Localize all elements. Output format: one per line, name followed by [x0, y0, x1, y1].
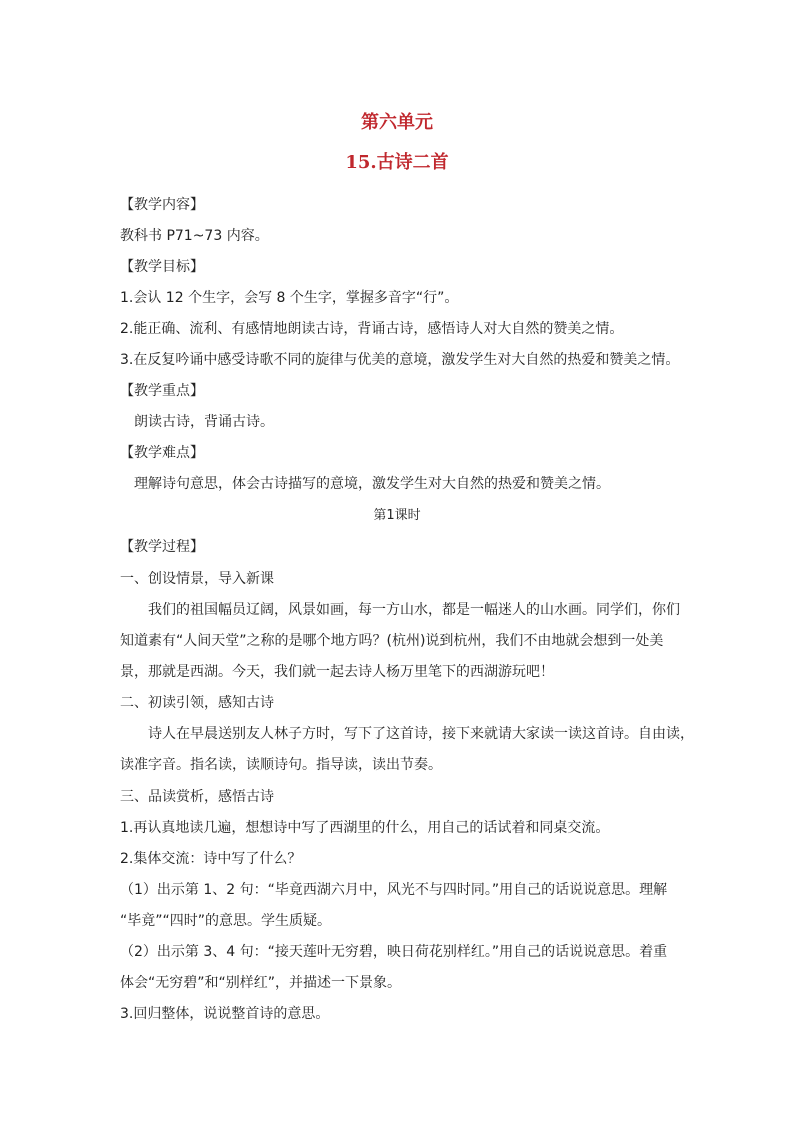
- step3-item2a-line1: （1）出示第 1、2 句：“毕竟西湖六月中，风光不与四时同。”用自己的话说说意思。理解: [120, 882, 668, 898]
- goal-2: 2.能正确、流利、有感情地朗读古诗，背诵古诗，感悟诗人对大自然的赞美之情。: [120, 321, 624, 337]
- step3-item2b-line2: 体会“无穷碧”和“别样红”，并描述一下景象。: [120, 975, 402, 991]
- step2-paragraph-line2: 读准字音。指名读，读顺诗句。指导读，读出节奏。: [120, 757, 442, 773]
- difficulty-heading: 【教学难点】: [120, 445, 204, 461]
- key-text: 朗读古诗，背诵古诗。: [134, 414, 274, 430]
- step3-item3: 3.回归整体，说说整首诗的意思。: [120, 1006, 330, 1022]
- unit-title: 第六单元: [361, 112, 433, 133]
- step3-item1: 1.再认真地读几遍，想想诗中写了西湖里的什么，用自己的话试着和同桌交流。: [120, 820, 610, 836]
- step1-paragraph-line2: 知道素有“人间天堂”之称的是哪个地方吗？(杭州)说到杭州，我们不由地就会想到一处美: [120, 633, 664, 649]
- step2-title: 二、初读引领，感知古诗: [120, 695, 274, 711]
- goal-3: 3.在反复吟诵中感受诗歌不同的旋律与优美的意境，激发学生对大自然的热爱和赞美之情。: [120, 352, 680, 368]
- step3-item2b-line1: （2）出示第 3、4 句：“接天莲叶无穷碧，映日荷花别样红。”用自己的话说说意思。着重: [120, 944, 668, 960]
- period-label: 第1课时: [373, 508, 421, 523]
- step1-paragraph-line1: 我们的祖国幅员辽阔，风景如画，每一方山水，都是一幅迷人的山水画。同学们，你们: [148, 602, 680, 618]
- step3-item2: 2.集体交流：诗中写了什么？: [120, 851, 302, 867]
- step2-paragraph-line1: 诗人在早晨送别友人林子方时，写下了这首诗，接下来就请大家读一读这首诗。自由读，: [148, 726, 694, 742]
- step1-title: 一、创设情景，导入新课: [120, 571, 274, 587]
- step1-paragraph-line3: 景，那就是西湖。今天，我们就一起去诗人杨万里笔下的西湖游玩吧！: [120, 664, 554, 680]
- goal-1: 1.会认 12 个生字，会写 8 个生字，掌握多音字“行”。: [120, 290, 459, 306]
- content-heading: 【教学内容】: [120, 197, 204, 213]
- key-heading: 【教学重点】: [120, 383, 204, 399]
- step3-item2a-line2: “毕竟”“四时”的意思。学生质疑。: [120, 913, 332, 929]
- content-text: 教科书 P71~73 内容。: [120, 228, 269, 244]
- step3-title: 三、品读赏析，感悟古诗: [120, 789, 274, 805]
- process-heading: 【教学过程】: [120, 539, 204, 555]
- lesson-title: 15.古诗二首: [345, 152, 449, 173]
- goals-heading: 【教学目标】: [120, 259, 204, 275]
- difficulty-text: 理解诗句意思，体会古诗描写的意境，激发学生对大自然的热爱和赞美之情。: [134, 476, 610, 492]
